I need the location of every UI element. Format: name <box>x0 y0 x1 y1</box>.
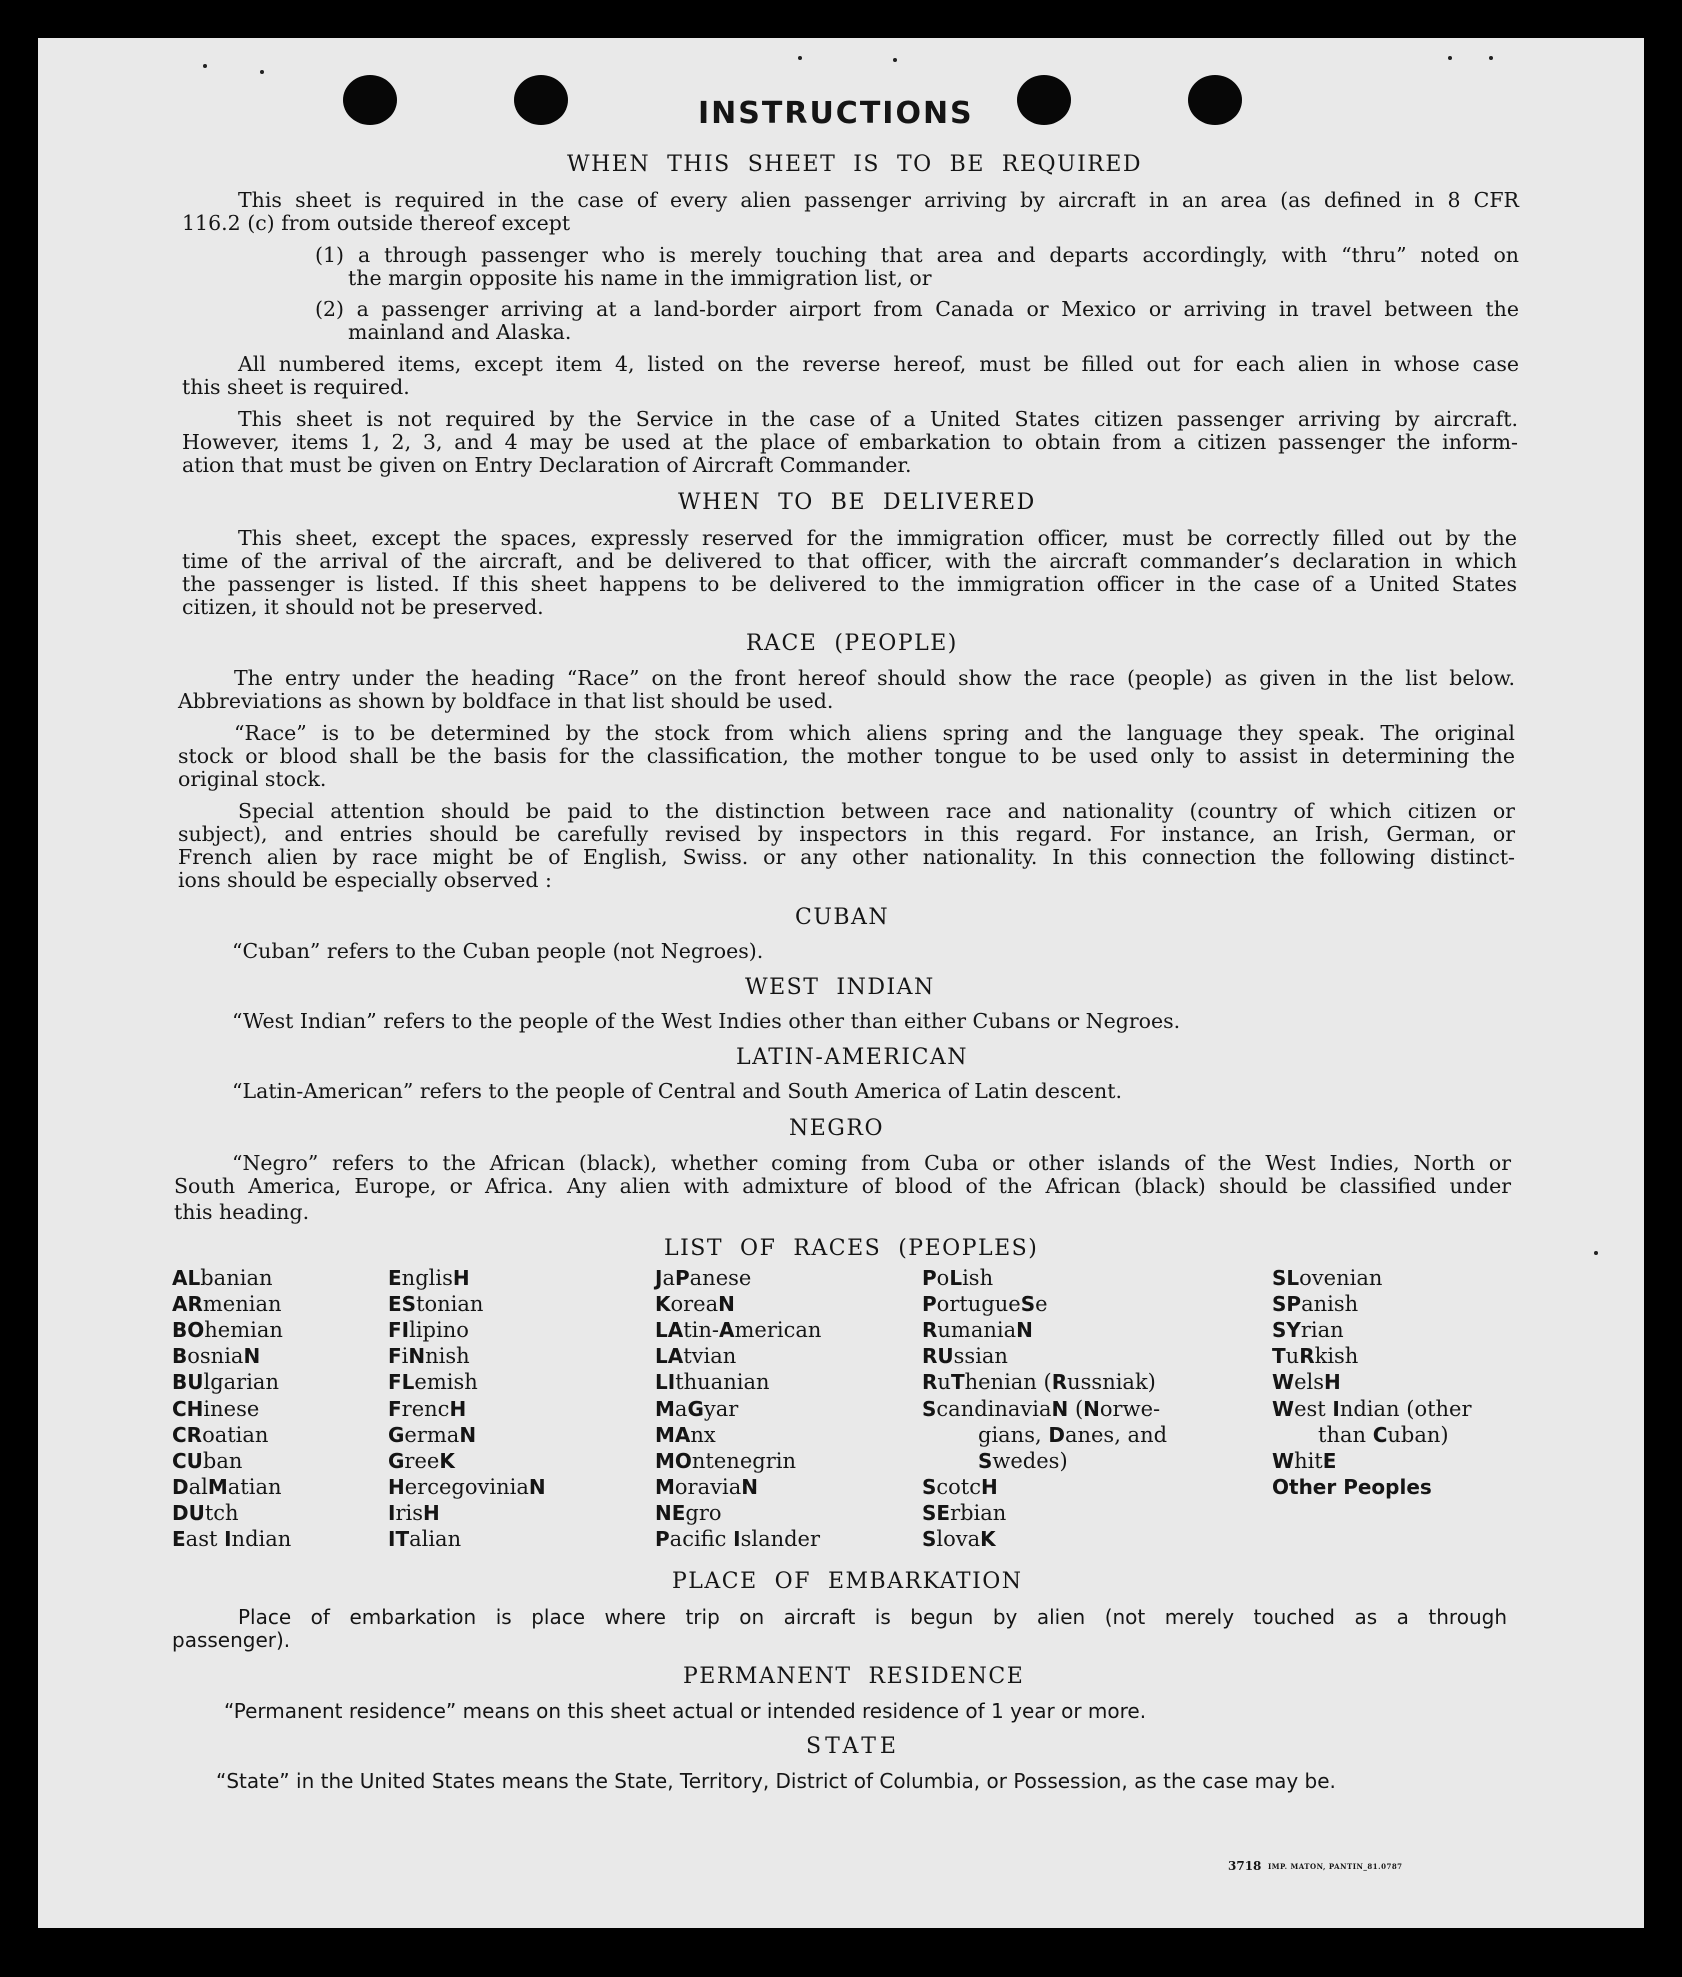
race-entry: HercegoviniaN <box>388 1474 546 1499</box>
race-entry: LIthuanian <box>655 1370 770 1395</box>
punch-hole <box>514 75 568 125</box>
heading-negro: NEGRO <box>789 1116 884 1141</box>
race-entry: Swedes) <box>978 1448 1068 1473</box>
speck <box>260 70 264 74</box>
paragraph-line: the margin opposite his name in the immigration list, or <box>348 266 932 290</box>
paragraph-line: (1) a through passenger who is merely touching that area and departs accordingly, with “thru” noted on <box>315 243 1519 267</box>
race-entry: ScotcH <box>922 1474 998 1499</box>
paragraph-line: South America, Europe, or Africa. Any alien with admixture of blood of the African (black) should be classified under <box>174 1174 1511 1198</box>
race-entry: ITalian <box>388 1527 462 1551</box>
race-entry: LAtin-American <box>655 1318 822 1343</box>
paragraph-line: “Latin-American” refers to the people of Central and South America of Latin descent. <box>232 1079 1122 1103</box>
race-entry: MoraviaN <box>655 1474 758 1499</box>
heading-when-required: WHEN THIS SHEET IS TO BE REQUIRED <box>567 152 1143 177</box>
race-entry: RuThenian (Russniak) <box>922 1370 1156 1395</box>
paragraph-line: original stock. <box>178 767 327 791</box>
race-entry: RUssian <box>922 1344 1008 1369</box>
heading-embarkation: PLACE OF EMBARKATION <box>672 1569 1023 1594</box>
race-entry: BUlgarian <box>172 1370 279 1395</box>
paragraph-line: “State” in the United States means the State, Territory, District of Columbia, or Possession, as the case may be. <box>216 1769 1336 1793</box>
page-title: INSTRUCTIONS <box>698 96 974 131</box>
race-entry: MAnx <box>655 1422 716 1447</box>
race-entry: WhitE <box>1272 1448 1337 1473</box>
race-entry: MaGyar <box>655 1396 739 1421</box>
race-entry: Other Peoples <box>1272 1474 1432 1499</box>
heading-permanent-residence: PERMANENT RESIDENCE <box>683 1664 1025 1689</box>
paragraph-line: ions should be especially observed : <box>178 868 552 892</box>
race-entry: SlovaK <box>922 1527 996 1551</box>
race-entry: LAtvian <box>655 1344 737 1369</box>
paragraph-line: 116.2 (c) from outside thereof except <box>182 211 571 235</box>
heading-race: RACE (PEOPLE) <box>746 631 958 656</box>
paragraph-line: All numbered items, except item 4, listed on the reverse hereof, must be filled out for each alien in whose case <box>238 352 1519 376</box>
paragraph-line: citizen, it should not be preserved. <box>182 595 544 619</box>
paragraph-line: Abbreviations as shown by boldface in that list should be used. <box>178 689 834 713</box>
speck <box>893 58 897 62</box>
paragraph-line: the passenger is listed. If this sheet happens to be delivered to the immigration officer in the case of a United States <box>182 572 1517 596</box>
paragraph-line: This sheet, except the spaces, expressly reserved for the immigration officer, must be correctly filled out by the <box>238 526 1517 550</box>
punch-hole <box>1188 75 1242 125</box>
speck <box>1594 1251 1598 1255</box>
race-entry: WelsH <box>1272 1370 1341 1395</box>
paragraph-line: passenger). <box>172 1628 291 1652</box>
speck <box>798 56 802 60</box>
race-entry: BOhemian <box>172 1318 283 1343</box>
punch-hole <box>1017 75 1071 125</box>
race-entry: EnglisH <box>388 1266 470 1290</box>
race-entry: EStonian <box>388 1292 484 1317</box>
paragraph-line: stock or blood shall be the basis for the classification, the mother tongue to be used only to assist in determining the <box>178 744 1515 768</box>
paragraph-line: “Cuban” refers to the Cuban people (not Negroes). <box>232 939 764 963</box>
punch-hole <box>343 75 397 125</box>
paragraph-line: Place of embarkation is place where trip on aircraft is begun by alien (not merely touched as a through <box>238 1605 1507 1629</box>
race-entry: SPanish <box>1272 1292 1359 1317</box>
paragraph-line: (2) a passenger arriving at a land-border airport from Canada or Mexico or arriving in travel between the <box>315 297 1519 321</box>
paragraph-line: this sheet is required. <box>182 375 410 399</box>
speck <box>1448 56 1452 60</box>
heading-when-delivered: WHEN TO BE DELIVERED <box>678 490 1036 515</box>
race-entry: SLovenian <box>1272 1266 1383 1290</box>
paragraph-line: Special attention should be paid to the distinction between race and nationality (country of which citizen or <box>238 799 1515 823</box>
race-entry: SErbian <box>922 1500 1007 1525</box>
paragraph-line: “West Indian” refers to the people of the West Indies other than either Cubans or Negroes. <box>232 1009 1181 1033</box>
race-entry: than Cuban) <box>1318 1422 1449 1447</box>
race-entry: FrencH <box>388 1396 467 1421</box>
race-entry: RumaniaN <box>922 1318 1033 1343</box>
paragraph-line: “Negro” refers to the African (black), whether coming from Cuba or other islands of the West Indies, North or <box>232 1151 1511 1175</box>
race-entry: BosniaN <box>172 1344 261 1369</box>
speck <box>1489 56 1493 60</box>
form-number: 3718 <box>1228 1859 1262 1873</box>
paragraph-line: this heading. <box>174 1200 310 1224</box>
race-entry: NEgro <box>655 1500 722 1525</box>
speck <box>203 64 207 68</box>
race-entry: ALbanian <box>172 1266 273 1290</box>
race-entry: FIlipino <box>388 1318 469 1343</box>
printer-imprint: IMP. MATON, PANTIN_81.0787 <box>1268 1862 1403 1871</box>
paragraph-line: The entry under the heading “Race” on the front hereof should show the race (people) as given in the list below. <box>234 666 1515 690</box>
heading-list-of-races: LIST OF RACES (PEOPLES) <box>664 1236 1039 1261</box>
paragraph-line: This sheet is not required by the Service in the case of a United States citizen passenger arriving by aircraft. <box>238 407 1518 431</box>
race-entry: GermaN <box>388 1422 477 1447</box>
race-entry: SYrian <box>1272 1318 1344 1343</box>
race-entry: Pacific Islander <box>655 1527 821 1551</box>
race-entry: East Indian <box>172 1527 292 1551</box>
paragraph-line: time of the arrival of the aircraft, and be delivered to that officer, with the aircraft commander’s declaration in which <box>182 549 1517 573</box>
race-entry: PoLish <box>922 1266 994 1290</box>
race-entry: GreeK <box>388 1448 455 1473</box>
race-entry: PortugueSe <box>922 1292 1048 1317</box>
heading-state: STATE <box>806 1734 900 1759</box>
paragraph-line: “Race” is to be determined by the stock from which aliens spring and the language they speak. The original <box>234 721 1515 745</box>
race-entry: FiNnish <box>388 1344 470 1369</box>
race-entry: DalMatian <box>172 1474 282 1499</box>
race-entry: ScandinaviaN (Norwe- <box>922 1396 1161 1421</box>
paragraph-line: This sheet is required in the case of every alien passenger arriving by aircraft in an area (as defined in 8 CFR <box>238 188 1519 212</box>
race-entry: MOntenegrin <box>655 1448 796 1473</box>
race-entry: gians, Danes, and <box>978 1422 1168 1447</box>
paragraph-line: subject), and entries should be carefully revised by inspectors in this regard. For instance, an Irish, German, or <box>178 822 1515 846</box>
race-entry: CRoatian <box>172 1422 269 1447</box>
race-entry: JaPanese <box>655 1266 752 1290</box>
race-entry: TuRkish <box>1272 1344 1359 1369</box>
heading-west-indian: WEST INDIAN <box>745 975 935 1000</box>
race-entry: FLemish <box>388 1370 478 1395</box>
race-entry: CHinese <box>172 1396 260 1421</box>
heading-latin-american: LATIN-AMERICAN <box>736 1045 969 1070</box>
paragraph-line: French alien by race might be of English, Swiss. or any other nationality. In this connection the following distinct- <box>178 845 1515 869</box>
race-entry: CUban <box>172 1448 243 1473</box>
race-entry: IrisH <box>388 1500 440 1525</box>
paragraph-line: “Permanent residence” means on this sheet actual or intended residence of 1 year or more. <box>224 1699 1147 1723</box>
paragraph-line: mainland and Alaska. <box>348 320 572 344</box>
race-entry: West Indian (other <box>1272 1396 1472 1421</box>
race-entry: DUtch <box>172 1500 239 1525</box>
paragraph-line: ation that must be given on Entry Declaration of Aircraft Commander. <box>182 453 912 477</box>
race-entry: KoreaN <box>655 1292 735 1317</box>
heading-cuban: CUBAN <box>795 905 890 930</box>
race-entry: ARmenian <box>172 1292 282 1317</box>
paragraph-line: However, items 1, 2, 3, and 4 may be used at the place of embarkation to obtain from a citizen passenger the inform- <box>182 430 1518 454</box>
